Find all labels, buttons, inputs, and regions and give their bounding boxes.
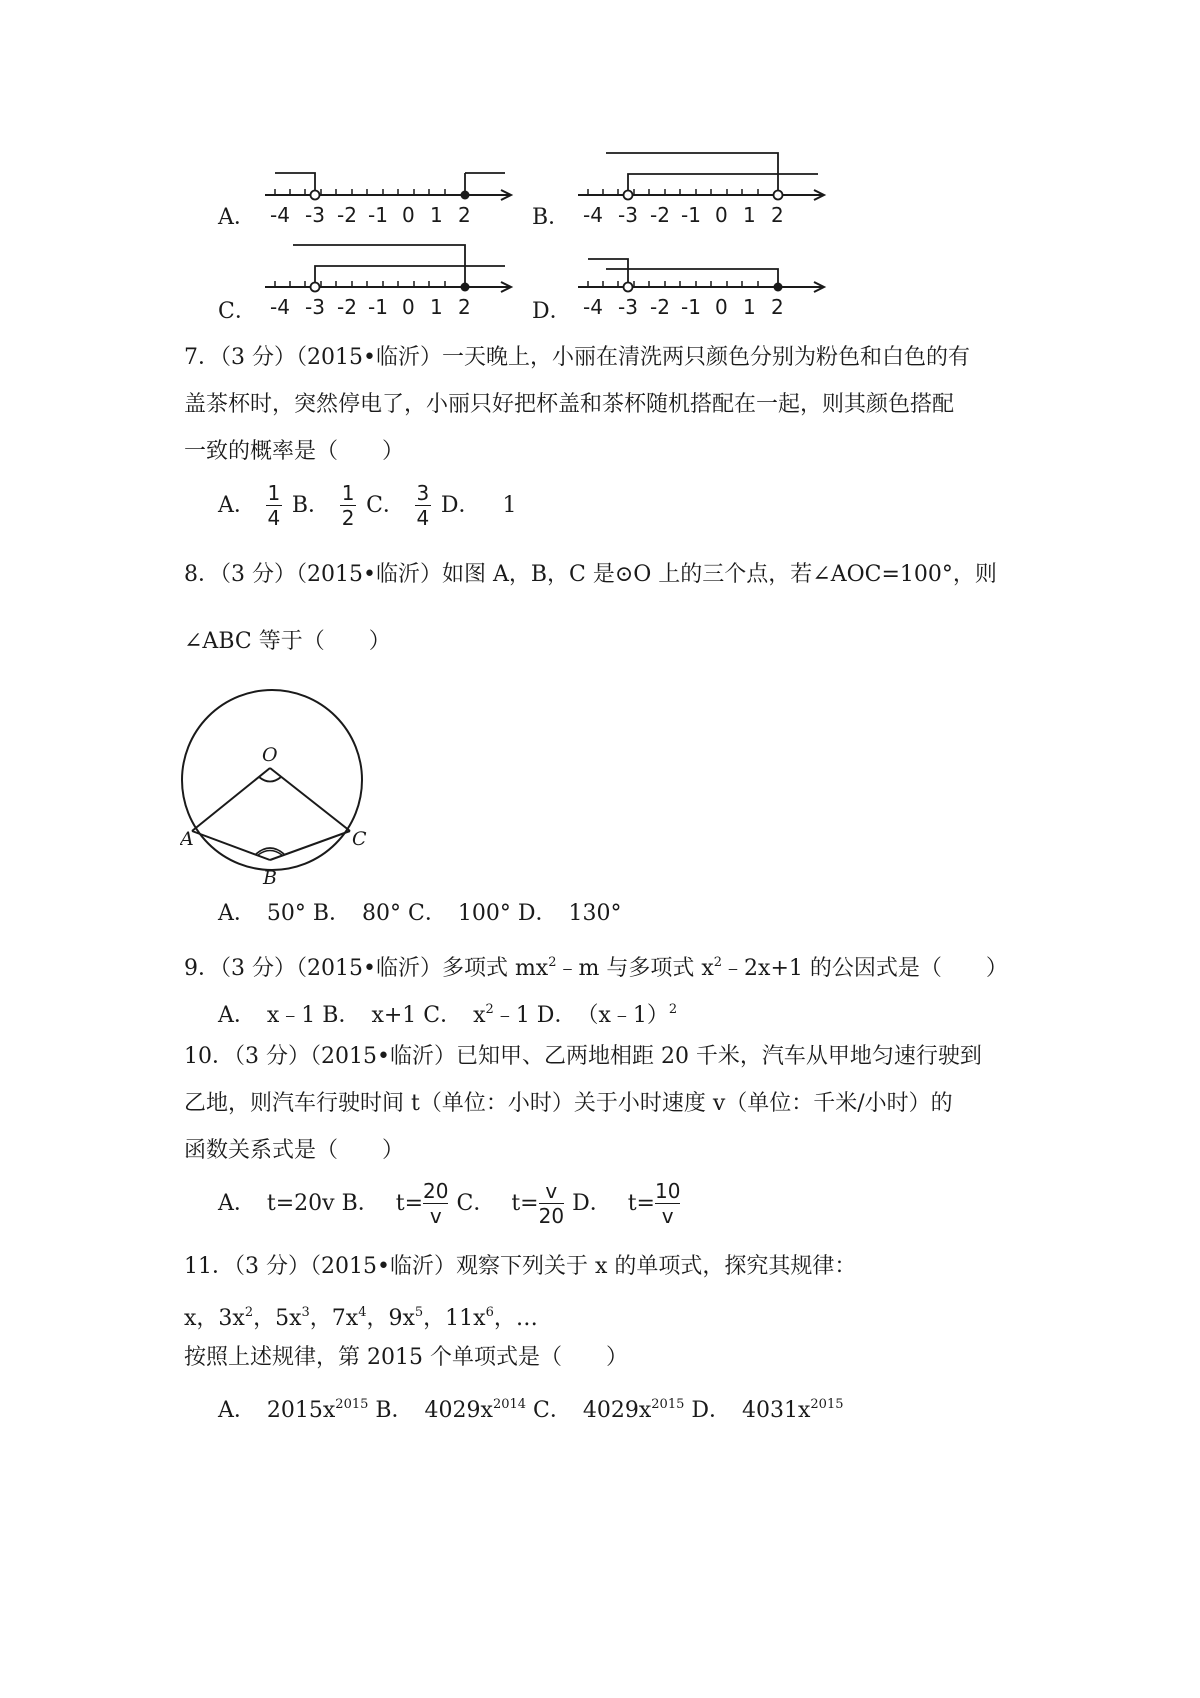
svg-text:-1: -1 xyxy=(681,203,701,225)
segment-cb xyxy=(270,831,350,860)
q7-option-a-fraction: $\frac{1}{4}$ xyxy=(267,481,281,530)
q7-line-2: 盖茶杯时，突然停电了，小丽只好把杯盖和茶杯随机搭配在一起，则其颜色搭配 xyxy=(184,392,955,417)
svg-text:0: 0 xyxy=(715,203,728,225)
q10-line-2: 乙地，则汽车行驶时间 t（单位：小时）关于小时速度 v（单位：千米/小时）的 xyxy=(184,1091,953,1116)
q6-option-a-number-line xyxy=(265,165,525,225)
q10-option-d-fraction: $\frac{10}{v}$ xyxy=(654,1179,681,1228)
svg-text:1: 1 xyxy=(430,203,443,225)
svg-text:-3: -3 xyxy=(305,295,325,317)
svg-text:-1: -1 xyxy=(368,295,388,317)
q7-option-a-letter: A． xyxy=(218,492,256,518)
svg-text:-4: -4 xyxy=(270,295,290,317)
q10-option-c-letter: C． xyxy=(456,1190,496,1216)
svg-text:0: 0 xyxy=(402,203,415,225)
segment-oc xyxy=(270,768,350,831)
q6-option-d-letter: D． xyxy=(532,299,572,324)
svg-text:0: 0 xyxy=(715,295,728,317)
svg-text:-3: -3 xyxy=(618,295,638,317)
svg-text:-4: -4 xyxy=(270,203,290,225)
svg-text:1: 1 xyxy=(743,295,756,317)
svg-text:-2: -2 xyxy=(337,203,357,225)
q7-options xyxy=(218,482,517,529)
q6-option-a-letter: A． xyxy=(218,205,256,230)
svg-text:-2: -2 xyxy=(650,295,670,317)
svg-text:-1: -1 xyxy=(681,295,701,317)
svg-text:1: 1 xyxy=(430,295,443,317)
q8-line-2: ∠ABC 等于（ ） xyxy=(184,629,391,654)
q7-option-c-fraction: $\frac{3}{4}$ xyxy=(416,481,430,530)
q11-line-1: 11．（3 分）（2015•临沂）观察下列关于 x 的单项式，探究其规律： xyxy=(184,1254,857,1279)
svg-text:0: 0 xyxy=(402,295,415,317)
q6-option-b-letter: B． xyxy=(532,205,571,230)
q7-line-3: 一致的概率是（ ） xyxy=(184,439,405,464)
q11-options: A． $2015x^{2015}$ B． $4029x^{2014}$ C． $4029x^{2015}$ D． $4031x^{2015}$ xyxy=(218,1397,844,1423)
q8-circle-figure xyxy=(180,688,380,898)
svg-text:-2: -2 xyxy=(337,295,357,317)
q7-option-b-fraction: $\frac{1}{2}$ xyxy=(341,481,355,530)
q7-option-d-value: 1 xyxy=(502,492,517,518)
svg-text:-1: -1 xyxy=(368,203,388,225)
q10-option-b-fraction: $\frac{20}{v}$ xyxy=(423,1179,449,1228)
q10-line-1: 10．（3 分）（2015•临沂）已知甲、乙两地相距 20 千米，汽车从甲地匀速行驶到 xyxy=(184,1044,982,1069)
q10-option-d-letter: D． xyxy=(572,1190,612,1216)
svg-text:-2: -2 xyxy=(650,203,670,225)
circle-o xyxy=(182,690,362,870)
svg-text:-3: -3 xyxy=(618,203,638,225)
svg-text:-4: -4 xyxy=(583,203,603,225)
q10-line-3: 函数关系式是（ ） xyxy=(184,1138,405,1163)
label-c: C xyxy=(352,828,367,850)
svg-text:2: 2 xyxy=(771,295,784,317)
q11-line-3: 按照上述规律，第 2015 个单项式是（ ） xyxy=(184,1345,628,1370)
segment-oa xyxy=(192,768,270,831)
q7-option-d-letter: D． xyxy=(440,492,481,518)
q10-option-a: A． t=20v B． xyxy=(218,1190,380,1216)
q8-options: A． 50° B． 80° C． 100° D． 130° xyxy=(218,901,622,926)
label-a: A xyxy=(180,828,194,850)
svg-text:2: 2 xyxy=(458,295,471,317)
segment-ab xyxy=(192,831,270,860)
svg-text:-3: -3 xyxy=(305,203,325,225)
q10-option-c-fraction: $\frac{v}{20}$ xyxy=(538,1179,565,1228)
label-b: B xyxy=(263,867,277,889)
angle-arc-aoc xyxy=(259,777,281,782)
label-o: O xyxy=(262,744,278,766)
q9-options: A． x﹣1 B． x+1 C． $x^2﹣1$ D． （x﹣1）$^2$ xyxy=(218,1002,678,1028)
q6-option-c-number-line xyxy=(265,242,525,317)
q8-line-1: 8．（3 分）（2015•临沂）如图 A，B，C 是⊙O 上的三个点，若∠AOC=100°，则 xyxy=(184,562,997,587)
svg-text:2: 2 xyxy=(771,203,784,225)
svg-text:-4: -4 xyxy=(583,295,603,317)
q10-options: A． t=20v B． t= $\frac{20}{v}$ C． t= $\frac{v}{20}$ D． t= $\frac{10}{v}$ xyxy=(218,1179,681,1228)
svg-text:1: 1 xyxy=(743,203,756,225)
q7-option-c-letter: C． xyxy=(366,492,405,518)
q7-line-1: 7．（3 分）（2015•临沂）一天晚上，小丽在清洗两只颜色分别为粉色和白色的有 xyxy=(184,345,970,370)
q11-sequence: x，$3x^2$，$5x^3$，$7x^4$，$9x^5$，$11x^6$，… xyxy=(184,1305,538,1331)
q7-option-b-letter: B． xyxy=(291,492,331,518)
q6-option-c-letter: C． xyxy=(218,299,257,324)
q6-option-b-number-line xyxy=(578,150,838,225)
q6-option-d-number-line xyxy=(578,255,838,317)
q9-line-1: 9．（3 分）（2015•临沂）多项式 $mx^2﹣m$ 与多项式 $x^2﹣2x+1$ 的公因式是（ ） xyxy=(184,955,1008,981)
svg-text:2: 2 xyxy=(458,203,471,225)
